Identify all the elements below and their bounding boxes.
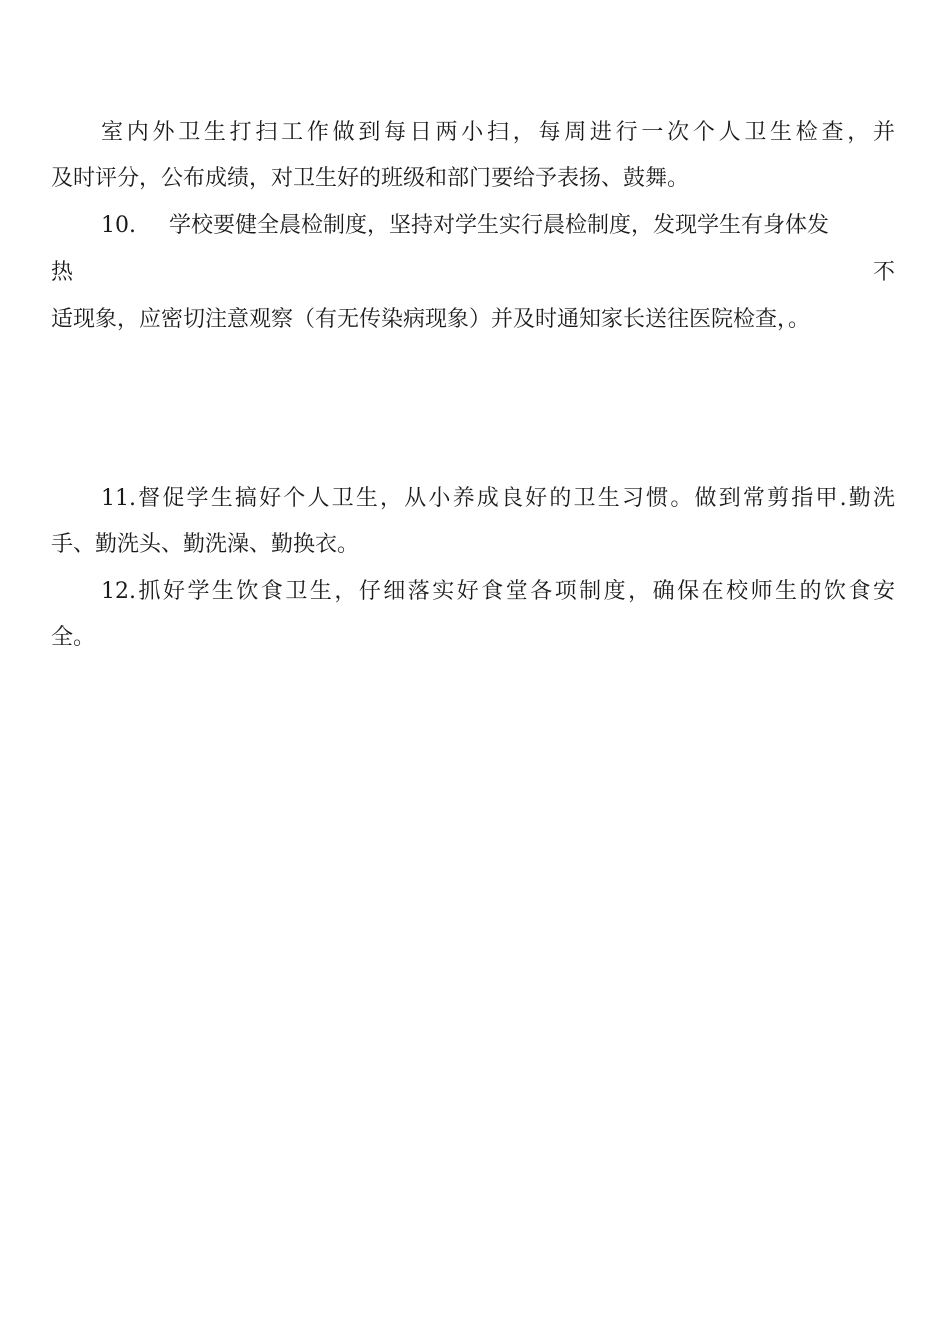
paragraph-hygiene-line-1: 室内外卫生打扫工作做到每日两小扫，每周进行一次个人卫生检查，并	[101, 120, 895, 145]
paragraph-10-line-3: 适现象，应密切注意观察（有无传染病现象）并及时通知家长送往医院检查，。	[51, 307, 811, 332]
paragraph-10-number: 10.	[101, 213, 136, 238]
paragraph-11-line-1: 11.督促学生搞好个人卫生，从小养成良好的卫生习惯。做到常剪指甲.勤洗	[101, 486, 895, 511]
paragraph-10-line-2-left: 热	[51, 260, 74, 285]
paragraph-hygiene-line-2: 及时评分，公布成绩，对卫生好的班级和部门要给予表扬、鼓舞。	[51, 166, 690, 191]
paragraph-10-text: 学校要健全晨检制度，坚持对学生实行晨检制度，发现学生有身体发	[169, 213, 830, 238]
paragraph-12-line-2: 全。	[51, 625, 96, 650]
paragraph-11-line-2: 手、勤洗头、勤洗澡、勤换衣。	[51, 532, 360, 557]
paragraph-12-line-1: 12.抓好学生饮食卫生，仔细落实好食堂各项制度，确保在校师生的饮食安	[101, 579, 895, 604]
paragraph-10-line-2-right: 不	[872, 260, 895, 285]
paragraph-10-line-2	[51, 257, 895, 289]
paragraph-10-line-1	[101, 210, 895, 242]
